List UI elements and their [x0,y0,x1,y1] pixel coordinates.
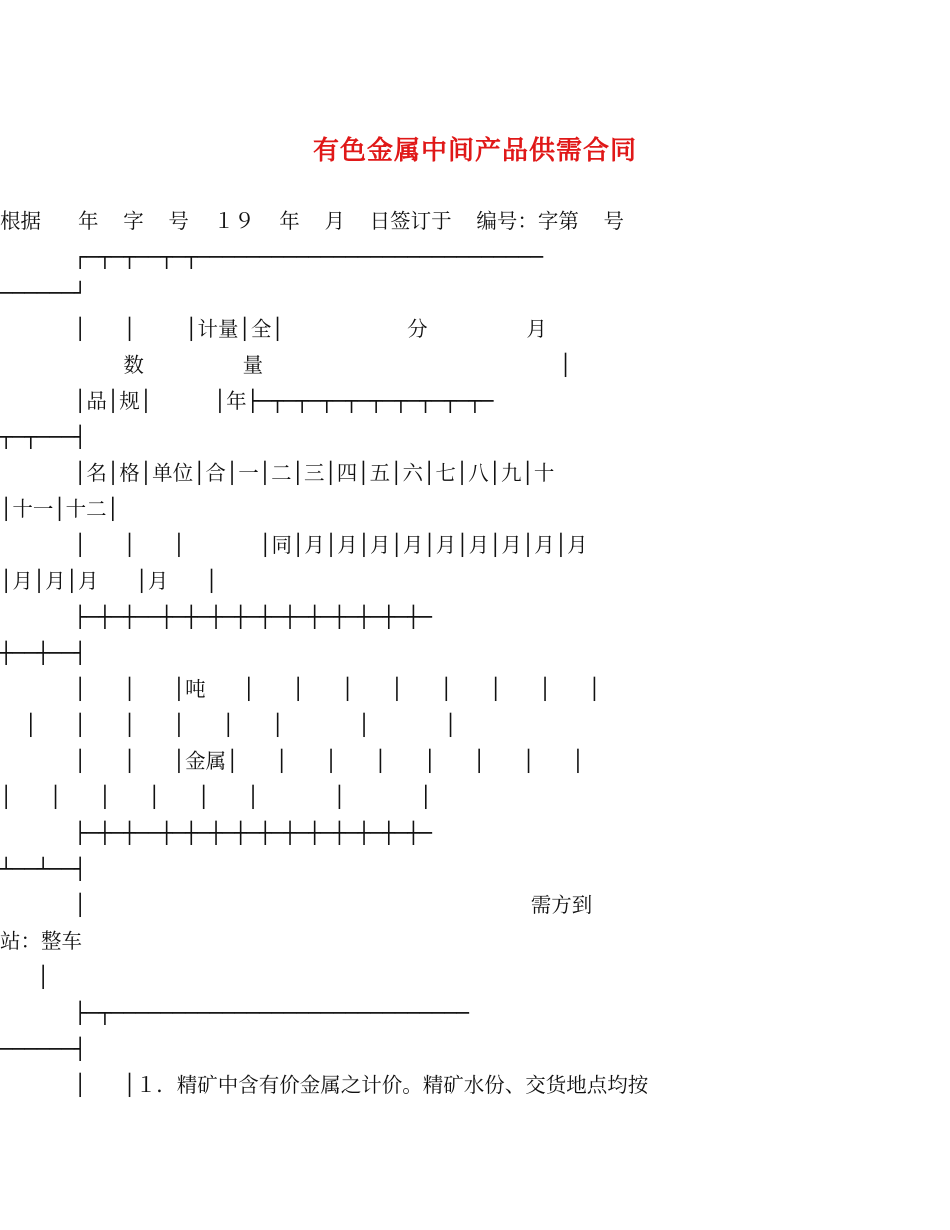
table-line: │ │ │金属│ │ │ │ │ │ │ │ [0,749,585,773]
table-line: │ 需方到 [0,893,593,917]
table-line: │十一│十二│ [0,497,120,521]
table-line: │ │ │ │同│月│月│月│月│月│月│月│月│月 [0,533,588,557]
table-line: ┬─┬───┤ [0,425,87,449]
table-line: │ │ │吨 │ │ │ │ │ │ │ │ [0,677,601,701]
table-line: │名│格│单位│合│一│二│三│四│五│六│七│八│九│十 [0,461,555,485]
table-line: ├─┼─┼──┼─┼─┼─┼─┼─┼─┼─┼─┼─┼─┼─ [0,821,432,845]
table-line: ──────┤ [0,1037,87,1061]
contract-title: 有色金属中间产品供需合同 [312,136,637,166]
table-line: ┼──┼──┤ [0,641,87,665]
table-line: ├─┼─┼──┼─┼─┼─┼─┼─┼─┼─┼─┼─┼─┼─ [0,605,432,629]
table-line: │ [0,965,50,989]
contract-header-line: 根据 年 字 号 １９ 年 月 日签订于 编号：字第 号 [0,209,624,233]
table-line: │ │ │ │ │ │ │ │ [0,785,432,809]
table-line: │品│规│ │年├─┬─┬─┬─┬─┬─┬─┬─┬─┬─ [0,389,494,413]
table-line: 站：整车 [0,929,82,953]
table-line: 数 量 │ [0,353,572,377]
table-line: │ │ │ │ │ │ │ │ [0,713,457,737]
table-line: ──────┘ [0,281,87,305]
table-line: │月│月│月 │月 │ [0,569,218,593]
table-line: ├─┬───────────────────────────── [0,1001,469,1025]
table-line: │ │１．精矿中含有价金属之计价。精矿水份、交货地点均按 [0,1073,649,1097]
table-line: ┌─┬─┬──┬─┬──────────────────────────── [0,245,544,269]
table-line: ┴──┴──┤ [0,857,87,881]
table-line: │ │ │计量│全│ 分 月 [0,317,547,341]
